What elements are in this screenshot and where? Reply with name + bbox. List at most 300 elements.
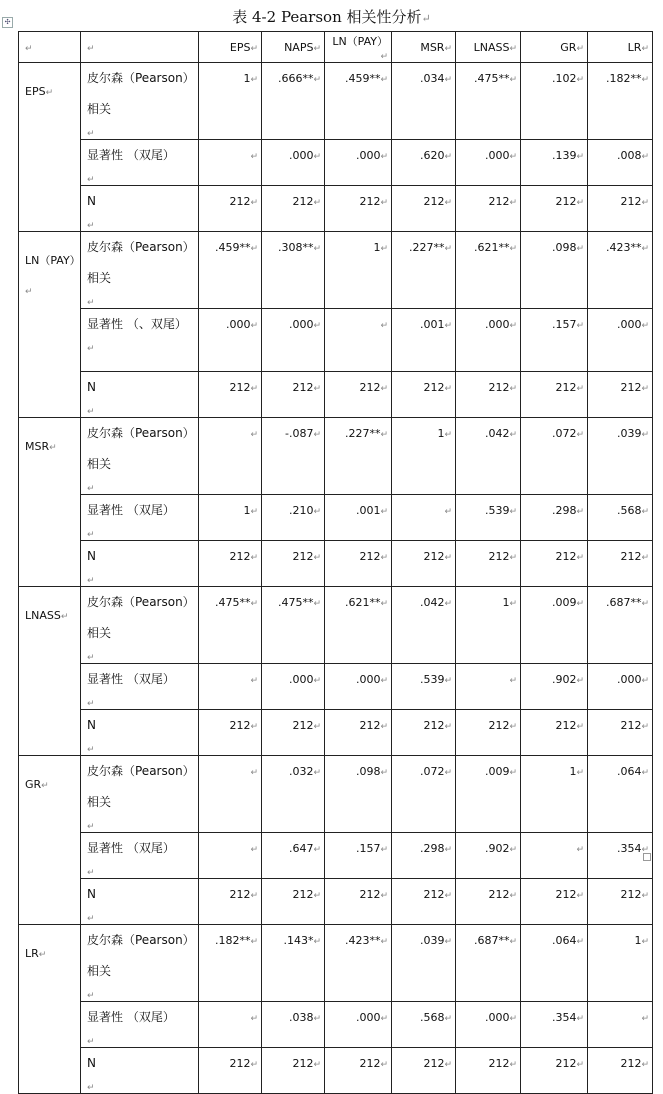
statistic-label-cell <box>81 925 199 1002</box>
value-wrap <box>456 318 517 331</box>
value-text: .902 <box>551 673 577 686</box>
value-text: .157 <box>355 842 381 855</box>
value-wrap <box>521 765 584 778</box>
value-cell <box>199 232 262 309</box>
row-variable-name: LR <box>25 947 39 960</box>
value-text: .000 <box>225 318 251 331</box>
value-cell <box>456 1002 521 1048</box>
value-wrap <box>325 427 388 440</box>
paragraph-mark: ↵ <box>641 430 649 440</box>
value-text: 212 <box>555 888 577 901</box>
paragraph-mark: ↵ <box>87 699 95 709</box>
value-wrap <box>588 72 649 85</box>
value-cell <box>456 879 521 925</box>
paragraph-mark: ↵ <box>87 1037 95 1047</box>
value-cell <box>392 309 456 372</box>
value-text: .423** <box>605 241 642 254</box>
statistic-label: 显著性 （双尾） <box>87 1010 175 1024</box>
value-wrap <box>456 550 517 563</box>
value-cell <box>456 495 521 541</box>
value-cell <box>199 833 262 879</box>
value-text: 212 <box>620 1057 642 1070</box>
value-cell <box>199 541 262 587</box>
value-text: .182** <box>605 72 642 85</box>
value-wrap <box>199 765 258 778</box>
value-wrap <box>325 72 388 85</box>
value-wrap <box>456 195 517 208</box>
paragraph-mark: ↵ <box>250 244 258 254</box>
value-text: 212 <box>292 381 314 394</box>
value-text: .098 <box>355 765 381 778</box>
value-cell <box>588 756 653 833</box>
value-cell <box>521 186 588 232</box>
value-wrap <box>325 719 388 732</box>
paragraph-mark: ↵ <box>509 599 517 609</box>
value-wrap <box>325 195 388 208</box>
value-cell <box>392 756 456 833</box>
value-text: .539 <box>484 504 510 517</box>
value-wrap <box>521 149 584 162</box>
value-text: .687** <box>605 596 642 609</box>
paragraph-mark: ↵ <box>87 221 95 231</box>
paragraph-mark: ↵ <box>641 599 649 609</box>
table-row <box>19 140 653 186</box>
statistic-label-cell <box>81 710 199 756</box>
paragraph-mark: ↵ <box>87 344 95 354</box>
value-cell <box>262 63 325 140</box>
value-text: .072 <box>419 765 445 778</box>
value-cell <box>456 232 521 309</box>
value-cell <box>588 495 653 541</box>
value-cell <box>456 372 521 418</box>
value-text: .038 <box>288 1011 314 1024</box>
value-text: 212 <box>292 719 314 732</box>
paragraph-mark: ↵ <box>509 244 517 254</box>
value-text: 212 <box>620 381 642 394</box>
value-text: 1 <box>502 596 510 609</box>
paragraph-mark: ↵ <box>250 845 258 855</box>
statistic-label-cell <box>81 1048 199 1094</box>
value-cell <box>325 756 392 833</box>
paragraph-mark: ↵ <box>509 768 517 778</box>
value-cell <box>325 879 392 925</box>
value-wrap <box>262 504 321 517</box>
paragraph-mark: ↵ <box>250 553 258 563</box>
paragraph-mark: ↵ <box>509 722 517 732</box>
value-wrap <box>392 842 452 855</box>
value-cell <box>588 1002 653 1048</box>
value-wrap <box>199 1011 258 1024</box>
paragraph-mark: ↵ <box>509 198 517 208</box>
paragraph-mark: ↵ <box>87 576 95 586</box>
paragraph-mark: ↵ <box>509 937 517 947</box>
value-wrap <box>199 596 258 609</box>
value-wrap <box>456 1011 517 1024</box>
paragraph-mark: ↵ <box>576 384 584 394</box>
value-wrap <box>325 241 388 254</box>
value-wrap <box>588 934 649 947</box>
value-wrap <box>521 318 584 331</box>
table-resize-handle[interactable] <box>643 853 651 861</box>
value-wrap <box>392 195 452 208</box>
value-text: 1 <box>373 241 381 254</box>
value-cell <box>325 232 392 309</box>
value-text: .001 <box>419 318 445 331</box>
table-row <box>19 232 653 309</box>
paragraph-mark: ↵ <box>250 599 258 609</box>
statistic-label: 皮尔森（Pearson）相关 <box>87 933 195 978</box>
row-variable-cell <box>19 925 81 1094</box>
statistic-label-cell <box>81 833 199 879</box>
paragraph-mark: ↵ <box>380 75 388 85</box>
paragraph-mark: ↵ <box>576 43 584 54</box>
value-wrap <box>199 550 258 563</box>
paragraph-mark: ↵ <box>641 75 649 85</box>
statistic-label-cell <box>81 495 199 541</box>
value-cell <box>588 541 653 587</box>
value-cell <box>588 1048 653 1094</box>
paragraph-mark: ↵ <box>87 745 95 755</box>
value-text: 212 <box>229 381 251 394</box>
column-header-text: LNASS <box>473 40 510 54</box>
paragraph-mark: ↵ <box>576 845 584 855</box>
value-wrap <box>392 381 452 394</box>
value-wrap <box>521 596 584 609</box>
column-header-text: GR <box>560 40 577 54</box>
paragraph-mark: ↵ <box>250 384 258 394</box>
value-text: .039 <box>419 934 445 947</box>
statistic-label: N <box>87 718 96 732</box>
paragraph-mark: ↵ <box>380 553 388 563</box>
value-cell <box>392 879 456 925</box>
value-cell <box>521 232 588 309</box>
value-wrap <box>588 1011 649 1024</box>
value-cell <box>392 1002 456 1048</box>
paragraph-mark: ↵ <box>444 430 452 440</box>
paragraph-mark: ↵ <box>87 129 95 139</box>
value-text: .354 <box>616 842 642 855</box>
paragraph-mark: ↵ <box>576 553 584 563</box>
value-text: .042 <box>484 427 510 440</box>
value-wrap <box>199 149 258 162</box>
paragraph-mark: ↵ <box>576 1014 584 1024</box>
value-wrap <box>325 842 388 855</box>
value-wrap <box>325 504 388 517</box>
value-wrap <box>199 1057 258 1070</box>
value-text: .621** <box>344 596 381 609</box>
table-row <box>19 756 653 833</box>
value-cell <box>392 833 456 879</box>
table-row <box>19 541 653 587</box>
statistic-label: 显著性 （双尾） <box>87 841 175 855</box>
paragraph-mark: ↵ <box>444 891 452 901</box>
value-cell <box>392 63 456 140</box>
paragraph-mark: ↵ <box>576 599 584 609</box>
value-text: .098 <box>551 241 577 254</box>
paragraph-mark: ↵ <box>509 75 517 85</box>
paragraph-mark: ↵ <box>250 43 258 54</box>
paragraph-mark: ↵ <box>444 599 452 609</box>
table-move-handle-icon[interactable]: ✣ <box>2 17 13 28</box>
paragraph-mark: ↵ <box>313 244 321 254</box>
paragraph-mark: ↵ <box>313 384 321 394</box>
value-cell <box>262 541 325 587</box>
value-cell <box>199 710 262 756</box>
value-text: .000 <box>484 318 510 331</box>
paragraph-mark: ↵ <box>380 937 388 947</box>
table-row <box>19 63 653 140</box>
value-cell <box>325 63 392 140</box>
paragraph-mark: ↵ <box>641 198 649 208</box>
paragraph-mark: ↵ <box>380 722 388 732</box>
value-wrap <box>262 241 321 254</box>
value-text: 212 <box>488 719 510 732</box>
value-text: .139 <box>551 149 577 162</box>
value-wrap <box>199 241 258 254</box>
statistic-label: 皮尔森（Pearson）相关 <box>87 764 195 809</box>
paragraph-mark: ↵ <box>444 43 452 54</box>
value-text: .568 <box>419 1011 445 1024</box>
paragraph-mark: ↵ <box>509 553 517 563</box>
value-cell <box>199 309 262 372</box>
paragraph-mark: ↵ <box>641 244 649 254</box>
paragraph-mark: ↵ <box>313 43 321 54</box>
paragraph-mark: ↵ <box>576 891 584 901</box>
value-cell <box>325 140 392 186</box>
value-wrap <box>456 1057 517 1070</box>
paragraph-mark: ↵ <box>509 676 517 686</box>
paragraph-mark: ↵ <box>380 1014 388 1024</box>
paragraph-mark: ↵ <box>641 152 649 162</box>
paragraph-mark: ↵ <box>576 321 584 331</box>
paragraph-mark: ↵ <box>444 507 452 517</box>
value-wrap <box>521 1011 584 1024</box>
paragraph-mark: ↵ <box>250 937 258 947</box>
value-text: .423** <box>344 934 381 947</box>
paragraph-mark: ↵ <box>641 891 649 901</box>
value-cell <box>456 63 521 140</box>
value-cell <box>456 186 521 232</box>
value-wrap <box>456 504 517 517</box>
statistic-label-cell <box>81 587 199 664</box>
value-text: 212 <box>359 381 381 394</box>
paragraph-mark: ↵ <box>313 768 321 778</box>
paragraph-mark: ↵ <box>313 1060 321 1070</box>
value-wrap <box>392 504 452 517</box>
value-wrap <box>588 504 649 517</box>
value-text: .000 <box>288 673 314 686</box>
paragraph-mark: ↵ <box>380 384 388 394</box>
value-text: 212 <box>229 719 251 732</box>
value-cell <box>392 587 456 664</box>
correlation-table <box>18 31 653 1094</box>
statistic-label-cell <box>81 63 199 140</box>
paragraph-mark: ↵ <box>509 1060 517 1070</box>
paragraph-mark: ↵ <box>444 1014 452 1024</box>
paragraph-mark: ↵ <box>444 321 452 331</box>
value-wrap <box>392 72 452 85</box>
value-cell <box>325 587 392 664</box>
value-cell <box>456 664 521 710</box>
value-cell <box>262 1048 325 1094</box>
table-title <box>0 6 663 27</box>
paragraph-mark: ↵ <box>380 891 388 901</box>
paragraph-mark: ↵ <box>250 768 258 778</box>
paragraph-mark: ↵ <box>87 653 95 663</box>
paragraph-mark: ↵ <box>313 507 321 517</box>
value-wrap <box>325 318 388 331</box>
value-wrap <box>392 888 452 901</box>
paragraph-mark: ↵ <box>444 845 452 855</box>
value-cell <box>456 710 521 756</box>
paragraph-mark: ↵ <box>444 152 452 162</box>
table-row <box>19 309 653 372</box>
paragraph-mark: ↵ <box>87 868 95 878</box>
value-wrap <box>325 596 388 609</box>
value-wrap <box>262 1011 321 1024</box>
value-cell <box>456 833 521 879</box>
paragraph-mark: ↵ <box>380 244 388 254</box>
paragraph-mark: ↵ <box>250 891 258 901</box>
paragraph-mark: ↵ <box>576 244 584 254</box>
value-wrap <box>392 1057 452 1070</box>
column-header <box>392 32 456 63</box>
paragraph-mark: ↵ <box>250 676 258 686</box>
paragraph-mark: ↵ <box>444 676 452 686</box>
value-cell <box>521 495 588 541</box>
paragraph-mark: ↵ <box>576 676 584 686</box>
value-text: 212 <box>488 381 510 394</box>
statistic-label: 皮尔森（Pearson）相关 <box>87 240 195 285</box>
column-header-text: LR <box>627 40 642 54</box>
value-text: 212 <box>423 719 445 732</box>
value-text: .000 <box>484 149 510 162</box>
value-cell <box>325 710 392 756</box>
value-cell <box>456 756 521 833</box>
value-cell <box>199 495 262 541</box>
column-header-text: EPS <box>229 40 251 54</box>
value-wrap <box>456 149 517 162</box>
value-cell <box>325 925 392 1002</box>
paragraph-mark: ↵ <box>313 152 321 162</box>
value-cell <box>262 186 325 232</box>
paragraph-mark: ↵ <box>576 152 584 162</box>
statistic-label: 皮尔森（Pearson）相关 <box>87 426 195 471</box>
value-wrap <box>325 550 388 563</box>
value-wrap <box>262 842 321 855</box>
value-text: .000 <box>616 318 642 331</box>
paragraph-mark: ↵ <box>509 1014 517 1024</box>
value-cell <box>588 372 653 418</box>
paragraph-mark: ↵ <box>509 384 517 394</box>
statistic-label: N <box>87 380 96 394</box>
value-text: .064 <box>551 934 577 947</box>
paragraph-mark: ↵ <box>641 937 649 947</box>
value-cell <box>262 710 325 756</box>
value-text: .064 <box>616 765 642 778</box>
paragraph-mark: ↵ <box>509 845 517 855</box>
paragraph-mark: ↵ <box>641 43 649 54</box>
row-variable-cell <box>19 232 81 418</box>
value-cell <box>262 1002 325 1048</box>
column-header-text: NAPS <box>284 40 314 54</box>
value-cell <box>262 418 325 495</box>
paragraph-mark: ↵ <box>509 891 517 901</box>
paragraph-mark: ↵ <box>421 12 431 25</box>
paragraph-mark: ↵ <box>313 845 321 855</box>
value-wrap <box>456 72 517 85</box>
value-cell <box>521 418 588 495</box>
paragraph-mark: ↵ <box>576 722 584 732</box>
value-cell <box>521 710 588 756</box>
paragraph-mark: ↵ <box>509 507 517 517</box>
value-text: 1 <box>569 765 577 778</box>
value-wrap <box>325 381 388 394</box>
value-wrap <box>521 934 584 947</box>
value-text: 1 <box>243 504 251 517</box>
value-cell <box>588 710 653 756</box>
statistic-label: 显著性 （、双尾） <box>87 317 187 331</box>
paragraph-mark: ↵ <box>250 198 258 208</box>
value-cell <box>262 495 325 541</box>
paragraph-mark: ↵ <box>641 768 649 778</box>
value-text: 212 <box>229 195 251 208</box>
value-text: .475** <box>214 596 251 609</box>
paragraph-mark: ↵ <box>87 530 95 540</box>
paragraph-mark: ↵ <box>380 599 388 609</box>
value-text: .647 <box>288 842 314 855</box>
value-wrap <box>521 888 584 901</box>
value-wrap <box>588 765 649 778</box>
value-cell <box>456 140 521 186</box>
column-header <box>456 32 521 63</box>
value-cell <box>521 1048 588 1094</box>
value-text: .210 <box>288 504 314 517</box>
value-text: 212 <box>229 550 251 563</box>
value-cell <box>262 664 325 710</box>
value-wrap <box>262 673 321 686</box>
value-cell <box>325 833 392 879</box>
value-text: 212 <box>423 1057 445 1070</box>
table-row <box>19 925 653 1002</box>
value-cell <box>262 587 325 664</box>
value-cell <box>392 925 456 1002</box>
value-wrap <box>521 842 584 855</box>
value-cell <box>199 186 262 232</box>
value-wrap <box>456 765 517 778</box>
statistic-label-cell <box>81 140 199 186</box>
value-wrap <box>262 596 321 609</box>
value-text: 212 <box>488 195 510 208</box>
value-text: 212 <box>620 888 642 901</box>
value-cell <box>521 140 588 186</box>
paragraph-mark: ↵ <box>250 430 258 440</box>
value-cell <box>199 756 262 833</box>
value-cell <box>392 541 456 587</box>
value-text: .000 <box>355 149 381 162</box>
value-cell <box>588 186 653 232</box>
value-wrap <box>392 1011 452 1024</box>
value-text: 212 <box>359 719 381 732</box>
value-text: 212 <box>292 550 314 563</box>
value-wrap <box>262 550 321 563</box>
value-text: -.087 <box>284 427 314 440</box>
value-text: 212 <box>620 719 642 732</box>
value-text: .072 <box>551 427 577 440</box>
value-text: .298 <box>551 504 577 517</box>
value-wrap <box>392 241 452 254</box>
column-header <box>325 32 392 63</box>
